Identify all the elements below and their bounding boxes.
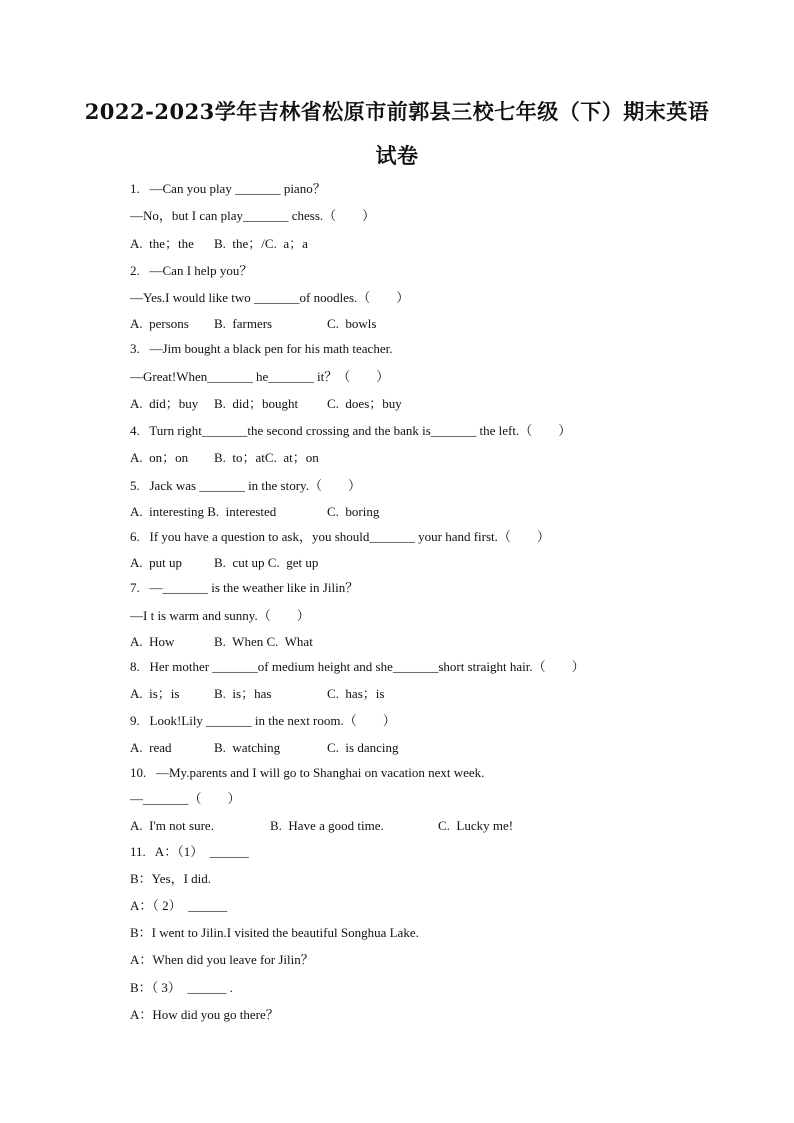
question-10-stem: 10. —My.parents and I will go to Shanghai on vacation next week.	[130, 765, 485, 780]
exam-title-continued: 试卷	[375, 143, 419, 168]
question-7-stem: 7. —_______ is the weather like in Jilin？	[130, 580, 359, 595]
dialogue-line: A：When did you leave for Jilin？	[130, 952, 314, 967]
question-8-option: B. is；has	[214, 686, 272, 701]
question-1-stem: 1. —Can you play _______ piano？	[130, 181, 326, 196]
question-7-option: B. When C. What	[214, 634, 313, 649]
question-3-stem: 3. —Jim bought a black pen for his math teacher.	[130, 341, 393, 356]
question-2-option: A. persons	[130, 316, 189, 331]
question-10-option: A. I'm not sure.	[130, 818, 214, 833]
question-5-option: A. interesting B. interested	[130, 504, 277, 519]
question-6-option: A. put up	[130, 555, 182, 570]
question-2-option: C. bowls	[327, 316, 377, 331]
dialogue-line: A：（ 2） ______	[130, 898, 228, 913]
question-7-reply: —I t is warm and sunny.（ ）	[130, 608, 310, 623]
question-9-stem: 9. Look!Lily _______ in the next room.（ ）	[130, 713, 396, 728]
question-8-option: C. has；is	[327, 686, 385, 701]
question-3-reply: —Great!When_______ he_______ it？（ ）	[130, 369, 390, 384]
question-2-option: B. farmers	[214, 316, 273, 331]
question-1-option: A. the；the	[130, 236, 194, 251]
question-4-option: B. to；atC. at；on	[214, 450, 319, 465]
question-10-reply: —_______（ ）	[130, 791, 241, 806]
question-11-intro: 11. A：（1） ______	[130, 844, 249, 859]
dialogue-line: B：I went to Jilin.I visited the beautiful Songhua Lake.	[130, 925, 419, 940]
question-7-option: A. How	[130, 634, 175, 649]
question-9-option: C. is dancing	[327, 740, 399, 755]
question-5-option: C. boring	[327, 504, 380, 519]
dialogue-line: A：How did you go there？	[130, 1007, 279, 1022]
question-3-option: C. does；buy	[327, 396, 402, 411]
question-2-reply: —Yes.I would like two _______of noodles.（ ）	[130, 290, 410, 305]
dialogue-line: B：（ 3） ______ .	[130, 980, 233, 995]
question-4-stem: 4. Turn right_______the second crossing and the bank is_______ the left.（ ）	[130, 423, 572, 438]
dialogue-line: B：Yes，I did.	[130, 871, 212, 886]
question-5-stem: 5. Jack was _______ in the story.（ ）	[130, 478, 361, 493]
question-6-option: B. cut up C. get up	[214, 555, 319, 570]
question-9-option: B. watching	[214, 740, 281, 755]
question-2-stem: 2. —Can I help you？	[130, 263, 253, 278]
question-10-option: C. Lucky me!	[438, 818, 514, 833]
question-8-stem: 8. Her mother _______of medium height and she_______short straight hair.（ ）	[130, 659, 585, 674]
question-8-option: A. is；is	[130, 686, 180, 701]
question-4-option: A. on；on	[130, 450, 189, 465]
question-3-option: B. did；bought	[214, 396, 299, 411]
question-1-reply: —No，but I can play_______ chess.（ ）	[130, 208, 376, 223]
question-3-option: A. did；buy	[130, 396, 199, 411]
question-9-option: A. read	[130, 740, 172, 755]
question-1-option: B. the；/C. a；a	[214, 236, 308, 251]
question-6-stem: 6. If you have a question to ask，you should_______ your hand first.（ ）	[130, 529, 550, 544]
exam-title: 2022-2023学年吉林省松原市前郭县三校七年级（下）期末英语	[84, 99, 710, 124]
question-10-option: B. Have a good time.	[270, 818, 384, 833]
